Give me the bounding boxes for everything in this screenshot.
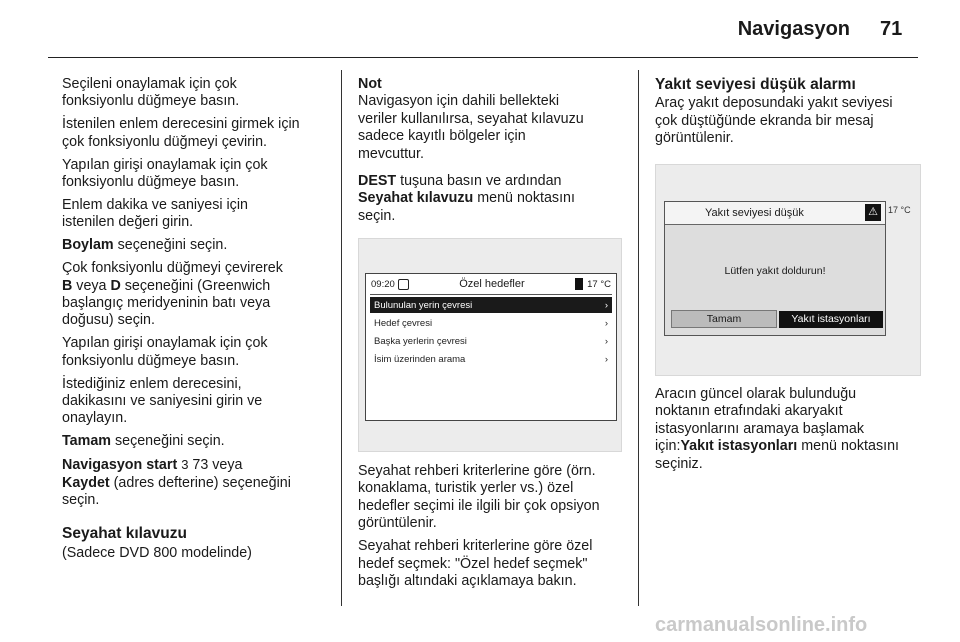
fuel-stations-button[interactable]: Yakıt istasyonları (779, 311, 883, 328)
text: (adres defterine) seçeneğini seçin. (62, 474, 291, 509)
menu-term: Boylam (62, 237, 114, 254)
paragraph (655, 386, 930, 473)
status-bar (366, 274, 616, 294)
chevron-right-icon: › (604, 353, 608, 365)
dialog-title-bar (665, 202, 885, 225)
column-3 (655, 76, 930, 153)
page-header-title: Navigasyon (737, 18, 850, 40)
ok-button[interactable]: Tamam (671, 310, 777, 328)
menu-item-label: İsim üzerinden arama (374, 353, 466, 365)
paragraph (62, 237, 330, 254)
paragraph: Seyahat rehberi kriterlerine göre (örn. konaklama, turistik yerler vs.) özel hedefler seçimi ile ilgili bir çok opsiyon görüntülenir. (358, 463, 600, 532)
text: seçeneğini seçin. (111, 433, 225, 450)
paragraph (62, 456, 330, 474)
paragraph: Seçileni onaylamak için çok fonksiyonlu düğmeye basın. (62, 76, 240, 110)
section-title: Yakıt seviyesi düşük alarmı (655, 76, 856, 93)
text: seçeneğini (Greenwich başlangıç meridyeninin batı veya doğusu) seçin. (62, 277, 271, 329)
display-screen (365, 273, 617, 421)
text: seçeneğini seçin. (113, 237, 228, 254)
paragraph: Seyahat rehberi kriterlerine göre özel hedef seçmek: "Özel hedef seçmek" başlığı altındaki açıklamaya bakın. (358, 538, 593, 589)
column-divider-1 (341, 70, 342, 606)
screen-title: Özel hedefler (459, 278, 525, 290)
key-term: DEST (358, 173, 397, 190)
paragraph: Yapılan girişi onaylamak için çok fonksiyonlu düğmeye basın. (62, 335, 268, 369)
paragraph (62, 260, 330, 330)
text: veya (72, 277, 111, 294)
note-title: Not (358, 76, 382, 92)
text: menü noktasını seçiniz. (655, 438, 899, 472)
note-body: Navigasyon için dahili bellekteki veriler kullanılırsa, seyahat kılavuzu sadece kayıtlı bölgeler için mevcuttur. (358, 93, 584, 162)
menu-item[interactable] (370, 351, 612, 367)
chevron-right-icon: › (604, 299, 608, 311)
warning-icon: ⚠ (865, 204, 881, 221)
paragraph (62, 475, 330, 510)
temperature: 17 °C (587, 278, 611, 290)
paragraph: Yapılan girişi onaylamak için çok fonksiyonlu düğmeye basın. (62, 156, 268, 191)
dialog-message: Lütfen yakıt doldurun! (724, 265, 826, 277)
section-title: Seyahat kılavuzu (62, 525, 187, 543)
clock-icon (398, 279, 409, 290)
menu-item-label: Bulunulan yerin çevresi (374, 299, 473, 311)
menu-term: Yakıt istasyonları (680, 438, 798, 455)
chevron-right-icon: › (604, 335, 608, 347)
paragraph: İstenilen enlem derecesini girmek için çok fonksiyonlu düğmeyi çevirin. (62, 116, 300, 150)
text: menü noktasını seçin. (358, 190, 575, 224)
section-subtitle: (Sadece DVD 800 modelinde) (62, 544, 252, 561)
screenshot-special-destinations (358, 238, 622, 452)
paragraph (62, 433, 330, 450)
column-1 (62, 76, 330, 562)
menu-term: Kaydet (62, 474, 110, 491)
menu-term: Navigasyon start (62, 457, 178, 474)
paragraph (358, 173, 626, 190)
menu-term: Seyahat kılavuzu (358, 190, 474, 207)
screenshot-low-fuel (655, 164, 921, 376)
header-rule (48, 57, 918, 58)
option-d: D (110, 277, 121, 294)
paragraph: İstediğiniz enlem derecesini, dakikasını ve saniyesini girin ve onaylayın. (62, 375, 263, 427)
text: 73 veya (188, 457, 243, 474)
thermometer-icon (575, 278, 583, 290)
text: Çok fonksiyonlu düğmeyi çevirerek (62, 260, 283, 277)
column-divider-2 (638, 70, 639, 606)
column-2 (358, 76, 626, 231)
menu-item-label: Başka yerlerin çevresi (374, 335, 467, 347)
text: Aracın güncel olarak bulunduğu noktanın etrafındaki akaryakıt istasyonlarını aramaya başlamak için: (655, 386, 864, 455)
watermark: carmanualsonline.info (655, 614, 868, 636)
dialog-title: Yakıt seviyesi düşük (705, 207, 804, 219)
text: tuşuna basın ve ardından (396, 173, 562, 190)
temperature: 17 °C (888, 205, 911, 215)
chevron-right-icon: › (604, 317, 608, 329)
page-number: 71 (880, 18, 903, 40)
divider (370, 294, 612, 295)
paragraph: Araç yakıt deposundaki yakıt seviyesi çok düştüğünde ekranda bir mesaj görüntülenir. (655, 95, 893, 147)
paragraph: Enlem dakika ve saniyesi için istenilen değeri girin. (62, 196, 248, 231)
paragraph (358, 190, 626, 225)
menu-item[interactable] (370, 315, 612, 331)
menu-term: Tamam (62, 433, 111, 450)
column-3-lower (655, 386, 930, 473)
menu-item-selected[interactable] (370, 297, 612, 313)
display-screen (664, 201, 886, 336)
page-ref-arrow-icon: 3 (181, 457, 189, 473)
clock-time: 09:20 (371, 278, 395, 290)
column-2-lower (358, 463, 626, 596)
menu-item-label: Hedef çevresi (374, 317, 433, 329)
menu-item[interactable] (370, 333, 612, 349)
option-b: B (62, 277, 73, 294)
